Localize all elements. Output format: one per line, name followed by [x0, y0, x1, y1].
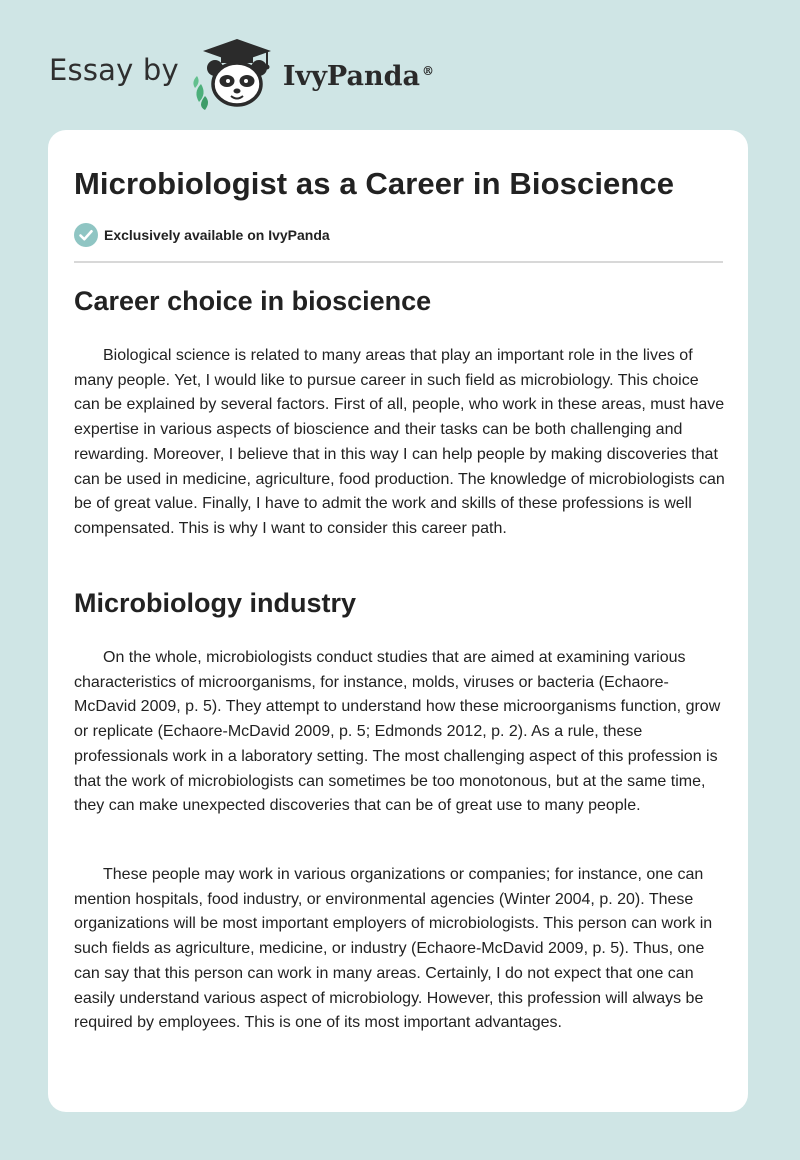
title-divider — [74, 261, 723, 263]
essay-card — [48, 130, 748, 1112]
exclusive-badge — [74, 223, 330, 247]
registered-mark: ® — [421, 63, 434, 78]
section-paragraph: These people may work in various organizations or companies; for instance, one can mention hospitals, food industry, or environmental agencies (Winter 2004, p. 20). These organizations will be most important employers of microbiologists. This person can work in such fields as agriculture, medicine, or industry (Echaore-McDavid 2009, p. 5). Thus, one can say that this person can work in many areas. Certainly, I do not expect that one can easily understand various aspect of microbiology. However, this profession will always be required by employees. This is one of its most important advantages. — [74, 866, 713, 1032]
exclusive-badge-label: Exclusively available on IvyPanda — [104, 227, 330, 243]
section-paragraph: Biological science is related to many areas that play an important role in the lives of many people. Yet, I would like to pursue career in such field as microbiology. This choice can be explained by several factors. First of all, people, who work in these areas, must have expertise in various aspects of bioscience and their tasks can be both challenging and rewarding. Moreover, I believe that in this way I can help people by making discoveries that can be used in medicine, agriculture, food production. The knowledge of microbiologists can be of great value. Finally, I have to admit the work and skills of these professions is well compensated. This is why I want to consider this career path. — [74, 347, 725, 537]
section-heading: Microbiology industry — [74, 588, 357, 618]
brand-name-text: IvyPanda — [282, 60, 420, 92]
ivypanda-wordmark[interactable] — [283, 61, 434, 92]
section-heading: Career choice in bioscience — [74, 286, 432, 316]
ivypanda-panda-logo-icon[interactable] — [191, 36, 283, 110]
site-header — [49, 36, 434, 110]
check-circle-icon — [74, 223, 98, 247]
essay-title: Microbiologist as a Career in Bioscience — [74, 166, 675, 201]
essay-by-label: Essay by — [49, 53, 179, 87]
section-paragraph: On the whole, microbiologists conduct studies that are aimed at examining various characteristics of microorganisms, for instance, molds, viruses or bacteria (Echaore-McDavid 2009, p. 5). They attempt to understand how these microorganisms function, grow or replicate (Echaore-McDavid 2009, p. 5; Edmonds 2012, p. 2). As a rule, these professionals work in a laboratory setting. The most challenging aspect of this profession is that the work of microbiologists can sometimes be too monotonous, but at the same time, they can make unexpected discoveries that can be of great use to many people. — [74, 649, 721, 815]
